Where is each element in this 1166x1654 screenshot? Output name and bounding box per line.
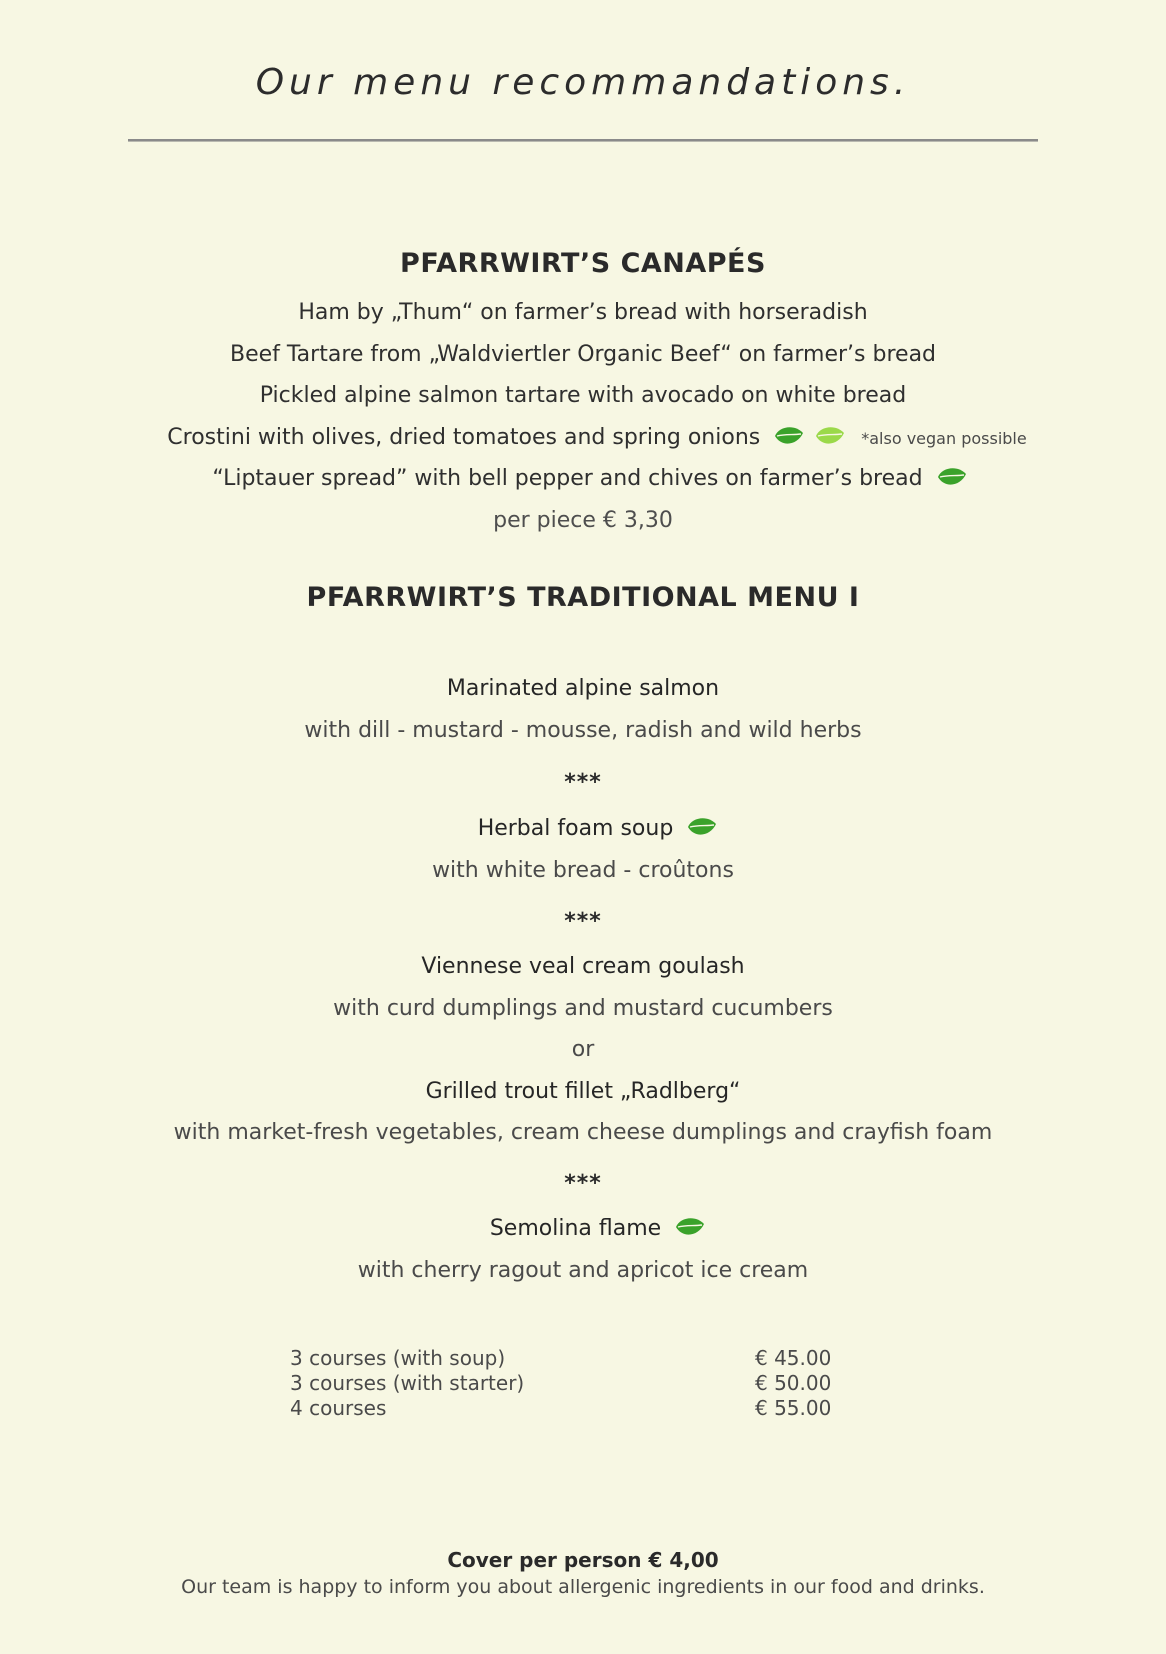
allergen-note: Our team is happy to inform you about allergenic ingredients in our food and drinks.	[181, 1576, 985, 1598]
price-value: € 55.00	[755, 1396, 832, 1420]
course-title: Viennese veal cream goulash	[421, 954, 745, 979]
price-row	[290, 1371, 850, 1396]
canape-item: Beef Tartare from „Waldviertler Organic Beef“ on farmer’s bread	[229, 341, 937, 367]
price-row	[290, 1346, 850, 1371]
course-desc: with market-fresh vegetables, cream cheese dumplings and crayfish foam	[173, 1120, 993, 1145]
title-divider	[128, 139, 1038, 142]
course-title: Grilled trout fillet „Radlberg“	[425, 1078, 741, 1104]
canape-item: Ham by „Thum“ on farmer’s bread with horseradish	[298, 300, 868, 325]
course-1	[0, 668, 1166, 751]
canape-item: “Liptauer spread” with bell pepper and chives on farmer’s bread	[0, 458, 1166, 500]
price-row	[290, 1396, 850, 1421]
separator: ***	[564, 1171, 602, 1196]
course-2	[0, 808, 1166, 891]
course-desc: with cherry ragout and apricot ice cream	[357, 1257, 809, 1283]
canape-item: Pickled alpine salmon tartare with avocado on white bread	[259, 383, 907, 408]
canapes-list	[0, 292, 1166, 541]
canapes-price: per piece € 3,30	[493, 507, 673, 533]
leaf-icon	[773, 425, 805, 447]
leaf-icon	[686, 816, 718, 838]
vegan-note: *also vegan possible	[861, 428, 1027, 448]
menu-heading: PFARRWIRT’S TRADITIONAL MENU I	[306, 582, 860, 613]
canapes-heading: PFARRWIRT’S CANAPÉS	[400, 248, 766, 279]
separator: ***	[564, 770, 602, 795]
canape-item: Crostini with olives, dried tomatoes and spring onions *also vegan possible	[167, 424, 1027, 450]
course-title: Marinated alpine salmon	[446, 676, 720, 701]
course-title: Herbal foam soup	[0, 808, 1166, 850]
price-label: 3 courses (with soup)	[290, 1346, 506, 1370]
leaf-icon	[936, 466, 968, 488]
course-desc: with curd dumplings and mustard cucumbers	[333, 995, 833, 1021]
course-5	[0, 1208, 1166, 1291]
price-value: € 50.00	[755, 1371, 832, 1395]
price-value: € 45.00	[755, 1346, 832, 1370]
course-desc: with white bread - croûtons	[432, 857, 734, 883]
course-3	[0, 946, 1166, 1154]
or-label: or	[571, 1037, 595, 1062]
menu-section	[0, 582, 1166, 613]
page-title: Our menu recommandations.	[255, 62, 911, 103]
course-desc: with dill - mustard - mousse, radish and wild herbs	[304, 717, 862, 743]
price-label: 4 courses	[290, 1396, 387, 1420]
leaf-icon	[674, 1216, 706, 1238]
light-leaf-icon	[814, 425, 846, 447]
price-label: 3 courses (with starter)	[290, 1371, 525, 1395]
cover-charge: Cover per person € 4,00	[447, 1548, 719, 1572]
canapes-section	[0, 248, 1166, 279]
separator: ***	[564, 909, 602, 934]
course-title: Semolina flame	[0, 1208, 1166, 1250]
price-table	[290, 1346, 850, 1421]
